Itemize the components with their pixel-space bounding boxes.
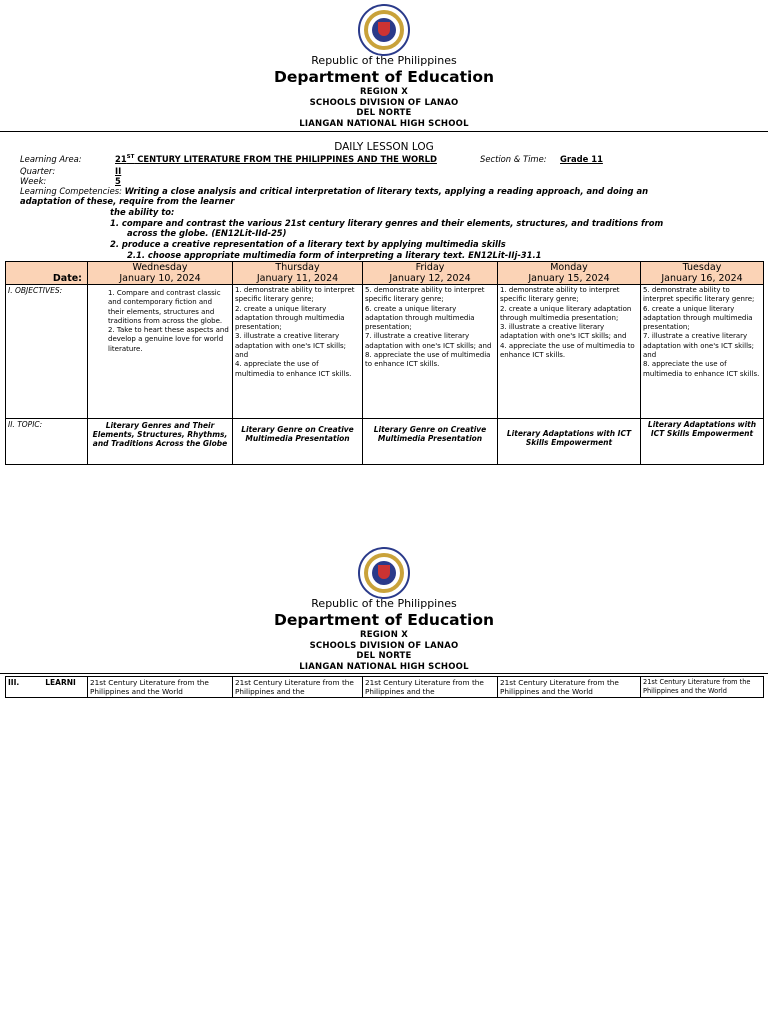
date-row: [6, 262, 764, 285]
objective-item: 1. Compare and contrast classic and contemporary fiction and their elements, structures and traditions from across the globe.: [108, 289, 223, 325]
lesson-table: [5, 261, 764, 465]
day-header: Wednesday January 10, 2024: [88, 262, 233, 285]
division-text: SCHOOLS DIVISION OF LANAO: [309, 98, 459, 108]
objectives-label: I. OBJECTIVES:: [6, 285, 88, 419]
topic-row: [6, 419, 764, 465]
objectives-cell: [641, 285, 764, 419]
learning-row: [6, 677, 764, 698]
division-text-2: DEL NORTE: [356, 651, 412, 661]
objective-item: 7. illustrate a creative literary adaptation with one's ICT skills; and: [365, 332, 492, 350]
school-text: LIANGAN NATIONAL HIGH SCHOOL: [299, 119, 469, 129]
learning-resources-table: [5, 676, 764, 698]
day-header: Friday January 12, 2024: [363, 262, 498, 285]
objective-item: 2. create a unique literary adaptation through multimedia presentation;: [500, 304, 632, 322]
learning-area-value: 21ST CENTURY LITERATURE FROM THE PHILIPPINES AND THE WORLD: [115, 154, 437, 164]
learning-cell: 21st Century Literature from the Philippines and the: [363, 677, 498, 698]
topic-cell: Literary Genre on Creative Multimedia Presentation: [363, 419, 498, 465]
objective-item: 5. demonstrate ability to interpret specific literary genre;: [643, 286, 755, 304]
objective-item: 8. appreciate the use of multimedia to enhance ICT skills.: [643, 360, 760, 378]
competency-2: 2. produce a creative representation of a literary text by applying multimedia skills: [110, 239, 506, 249]
objective-item: 2. Take to heart these aspects and develop a genuine love for world literature.: [108, 326, 229, 353]
objective-item: 1. demonstrate ability to interpret specific literary genre;: [500, 286, 620, 304]
competency-1: 1. compare and contrast the various 21st century literary genres and their elements, structures, and traditions from: [110, 218, 664, 228]
doc-title: DAILY LESSON LOG: [334, 141, 434, 153]
learning-label: III. LEARNI: [6, 677, 88, 698]
competencies-line: Learning Competencies: Writing a close analysis and critical interpretation of literary texts, applying a reading approach, and doing an: [20, 186, 649, 196]
objectives-cell: [363, 285, 498, 419]
deped-seal-icon: [358, 547, 410, 599]
region-text: REGION X: [360, 87, 408, 97]
section-label: Section & Time:: [480, 154, 547, 164]
objective-item: 3. illustrate a creative literary adaptation with one's ICT skills; and: [500, 323, 627, 341]
day-header: Thursday January 11, 2024: [233, 262, 363, 285]
objective-item: 8. appreciate the use of multimedia to enhance ICT skills.: [365, 351, 491, 369]
topic-cell: Literary Adaptations with ICT Skills Empowerment: [498, 419, 641, 465]
objectives-cell: [233, 285, 363, 419]
topic-cell: Literary Genre on Creative Multimedia Presentation: [233, 419, 363, 465]
department-title: Department of Education: [273, 611, 495, 629]
quarter-value: II: [115, 166, 122, 176]
header-divider: [0, 673, 768, 674]
objective-item: 1. demonstrate ability to interpret specific literary genre;: [235, 286, 355, 304]
objective-item: 6. create a unique literary adaptation through multimedia presentation;: [643, 304, 753, 332]
learning-cell: 21st Century Literature from the Philippines and the: [233, 677, 363, 698]
ability-text: the ability to:: [110, 207, 175, 217]
objectives-cell: [498, 285, 641, 419]
objective-item: 4. appreciate the use of multimedia to enhance ICT skills.: [235, 360, 352, 378]
objectives-row: [6, 285, 764, 419]
region-text: REGION X: [360, 630, 408, 640]
objectives-cell: [88, 285, 233, 419]
week-value: 5: [115, 176, 121, 186]
division-text-2: DEL NORTE: [356, 108, 412, 118]
objective-item: 7. illustrate a creative literary adaptation with one's ICT skills; and: [643, 332, 755, 360]
topic-cell: Literary Genres and Their Elements, Structures, Rhythms, and Traditions Across the Globe: [88, 419, 233, 465]
objective-item: 5. demonstrate ability to interpret specific literary genre;: [365, 286, 485, 304]
learning-cell: 21st Century Literature from the Philippines and the World: [641, 677, 764, 698]
school-text: LIANGAN NATIONAL HIGH SCHOOL: [299, 662, 469, 672]
competency-2-1: 2.1. choose appropriate multimedia form of interpreting a literary text. EN12Lit-IIj-31.1: [127, 250, 542, 260]
quarter-label: Quarter:: [20, 166, 56, 176]
deped-seal-icon: [358, 4, 410, 56]
topic-cell: Literary Adaptations with ICT Skills Empowerment: [641, 419, 764, 465]
topic-label: II. TOPIC:: [6, 419, 88, 465]
competencies-line-2: adaptation of these, require from the learner: [20, 196, 235, 206]
week-label: Week:: [20, 176, 47, 186]
competency-1b: across the globe. (EN12Lit-IId-25): [127, 228, 287, 238]
republic-text: Republic of the Philippines: [311, 54, 457, 67]
learning-cell: 21st Century Literature from the Philippines and the World: [498, 677, 641, 698]
section-value: Grade 11: [560, 154, 603, 164]
republic-text: Republic of the Philippines: [311, 597, 457, 610]
header-divider: [0, 131, 768, 132]
objective-item: 4. appreciate the use of multimedia to enhance ICT skills.: [500, 341, 635, 360]
objective-item: 6. create a unique literary adaptation through multimedia presentation;: [365, 304, 475, 332]
day-header: Monday January 15, 2024: [498, 262, 641, 285]
department-title: Department of Education: [273, 68, 495, 86]
learning-cell: 21st Century Literature from the Philippines and the World: [88, 677, 233, 698]
division-text: SCHOOLS DIVISION OF LANAO: [309, 641, 459, 651]
objective-item: 2. create a unique literary adaptation through multimedia presentation;: [235, 304, 345, 332]
date-label: Date:: [6, 262, 88, 285]
objective-item: 3. illustrate a creative literary adaptation with one's ICT skills; and: [235, 332, 347, 360]
learning-area-label: Learning Area:: [20, 154, 82, 164]
day-header: Tuesday January 16, 2024: [641, 262, 764, 285]
